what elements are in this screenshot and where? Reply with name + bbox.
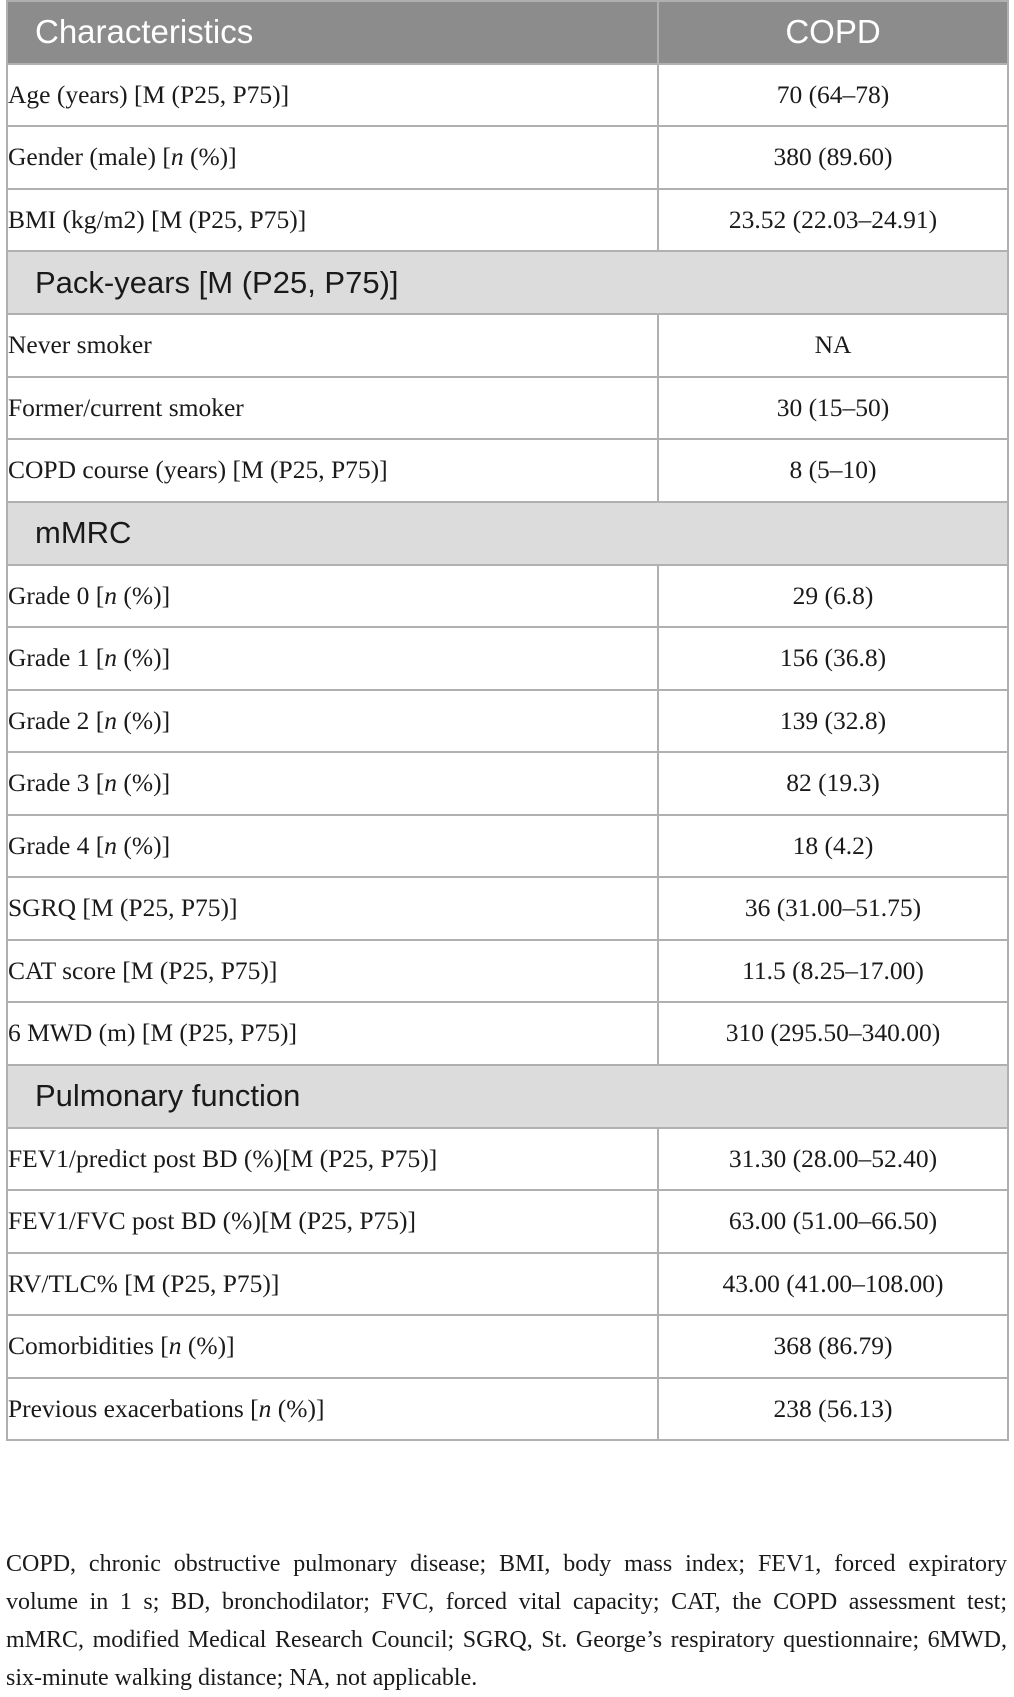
table-row [7, 815, 1008, 878]
row-value: NA [658, 314, 1008, 377]
table-header-row [7, 1, 1008, 64]
table-body [7, 64, 1008, 1441]
table-row [7, 377, 1008, 440]
row-label: BMI (kg/m2) [M (P25, P75)] [7, 189, 658, 252]
table-row [7, 126, 1008, 189]
table-row [7, 752, 1008, 815]
table-row [7, 1315, 1008, 1378]
table-footnote: COPD, chronic obstructive pulmonary disease; BMI, body mass index; FEV1, forced expiratory volume in 1 s; BD, bronchodilator; FVC, forced vital capacity; CAT, the COPD assessment test; mMRC, modified Medical Research Council; SGRQ, St. George’s respiratory questionnaire; 6MWD, six-minute walking distance; NA, not applicable. [6, 1551, 1007, 1691]
table-row [7, 627, 1008, 690]
table-container [6, 0, 1007, 1441]
row-label: Grade 0 [n (%)] [7, 565, 658, 628]
table-row [7, 1378, 1008, 1441]
section-header-row [7, 251, 1008, 314]
row-value: 36 (31.00–51.75) [658, 877, 1008, 940]
section-header: Pack-years [M (P25, P75)] [7, 251, 1008, 314]
row-label: FEV1/FVC post BD (%)[M (P25, P75)] [7, 1190, 658, 1253]
table-row [7, 1190, 1008, 1253]
row-label: Age (years) [M (P25, P75)] [7, 64, 658, 127]
row-label: Grade 3 [n (%)] [7, 752, 658, 815]
section-header: mMRC [7, 502, 1008, 565]
row-label: 6 MWD (m) [M (P25, P75)] [7, 1002, 658, 1065]
row-value: 380 (89.60) [658, 126, 1008, 189]
table-row [7, 940, 1008, 1003]
row-label: Gender (male) [n (%)] [7, 126, 658, 189]
row-label: SGRQ [M (P25, P75)] [7, 877, 658, 940]
section-header-row [7, 1065, 1008, 1128]
table-row [7, 189, 1008, 252]
section-header: Pulmonary function [7, 1065, 1008, 1128]
row-label: Comorbidities [n (%)] [7, 1315, 658, 1378]
row-value: 368 (86.79) [658, 1315, 1008, 1378]
row-value: 82 (19.3) [658, 752, 1008, 815]
table-row [7, 439, 1008, 502]
table-row [7, 64, 1008, 127]
row-value: 156 (36.8) [658, 627, 1008, 690]
row-value: 43.00 (41.00–108.00) [658, 1253, 1008, 1316]
row-label: COPD course (years) [M (P25, P75)] [7, 439, 658, 502]
row-value: 11.5 (8.25–17.00) [658, 940, 1008, 1003]
header-copd: COPD [658, 1, 1008, 64]
section-header-row [7, 502, 1008, 565]
table-row [7, 1002, 1008, 1065]
row-value: 70 (64–78) [658, 64, 1008, 127]
row-value: 30 (15–50) [658, 377, 1008, 440]
row-value: 18 (4.2) [658, 815, 1008, 878]
table-row [7, 565, 1008, 628]
row-value: 63.00 (51.00–66.50) [658, 1190, 1008, 1253]
row-label: Grade 2 [n (%)] [7, 690, 658, 753]
row-value: 23.52 (22.03–24.91) [658, 189, 1008, 252]
row-label: Grade 4 [n (%)] [7, 815, 658, 878]
row-label: Grade 1 [n (%)] [7, 627, 658, 690]
table-row [7, 1128, 1008, 1191]
row-value: 310 (295.50–340.00) [658, 1002, 1008, 1065]
table-row [7, 314, 1008, 377]
row-label: Former/current smoker [7, 377, 658, 440]
row-value: 8 (5–10) [658, 439, 1008, 502]
row-value: 139 (32.8) [658, 690, 1008, 753]
table-row [7, 690, 1008, 753]
row-value: 29 (6.8) [658, 565, 1008, 628]
characteristics-table [6, 0, 1009, 1441]
row-label: RV/TLC% [M (P25, P75)] [7, 1253, 658, 1316]
table-row [7, 1253, 1008, 1316]
row-label: FEV1/predict post BD (%)[M (P25, P75)] [7, 1128, 658, 1191]
row-label: Never smoker [7, 314, 658, 377]
row-label: Previous exacerbations [n (%)] [7, 1378, 658, 1441]
header-characteristics: Characteristics [7, 1, 658, 64]
row-value: 31.30 (28.00–52.40) [658, 1128, 1008, 1191]
row-value: 238 (56.13) [658, 1378, 1008, 1441]
row-label: CAT score [M (P25, P75)] [7, 940, 658, 1003]
table-row [7, 877, 1008, 940]
